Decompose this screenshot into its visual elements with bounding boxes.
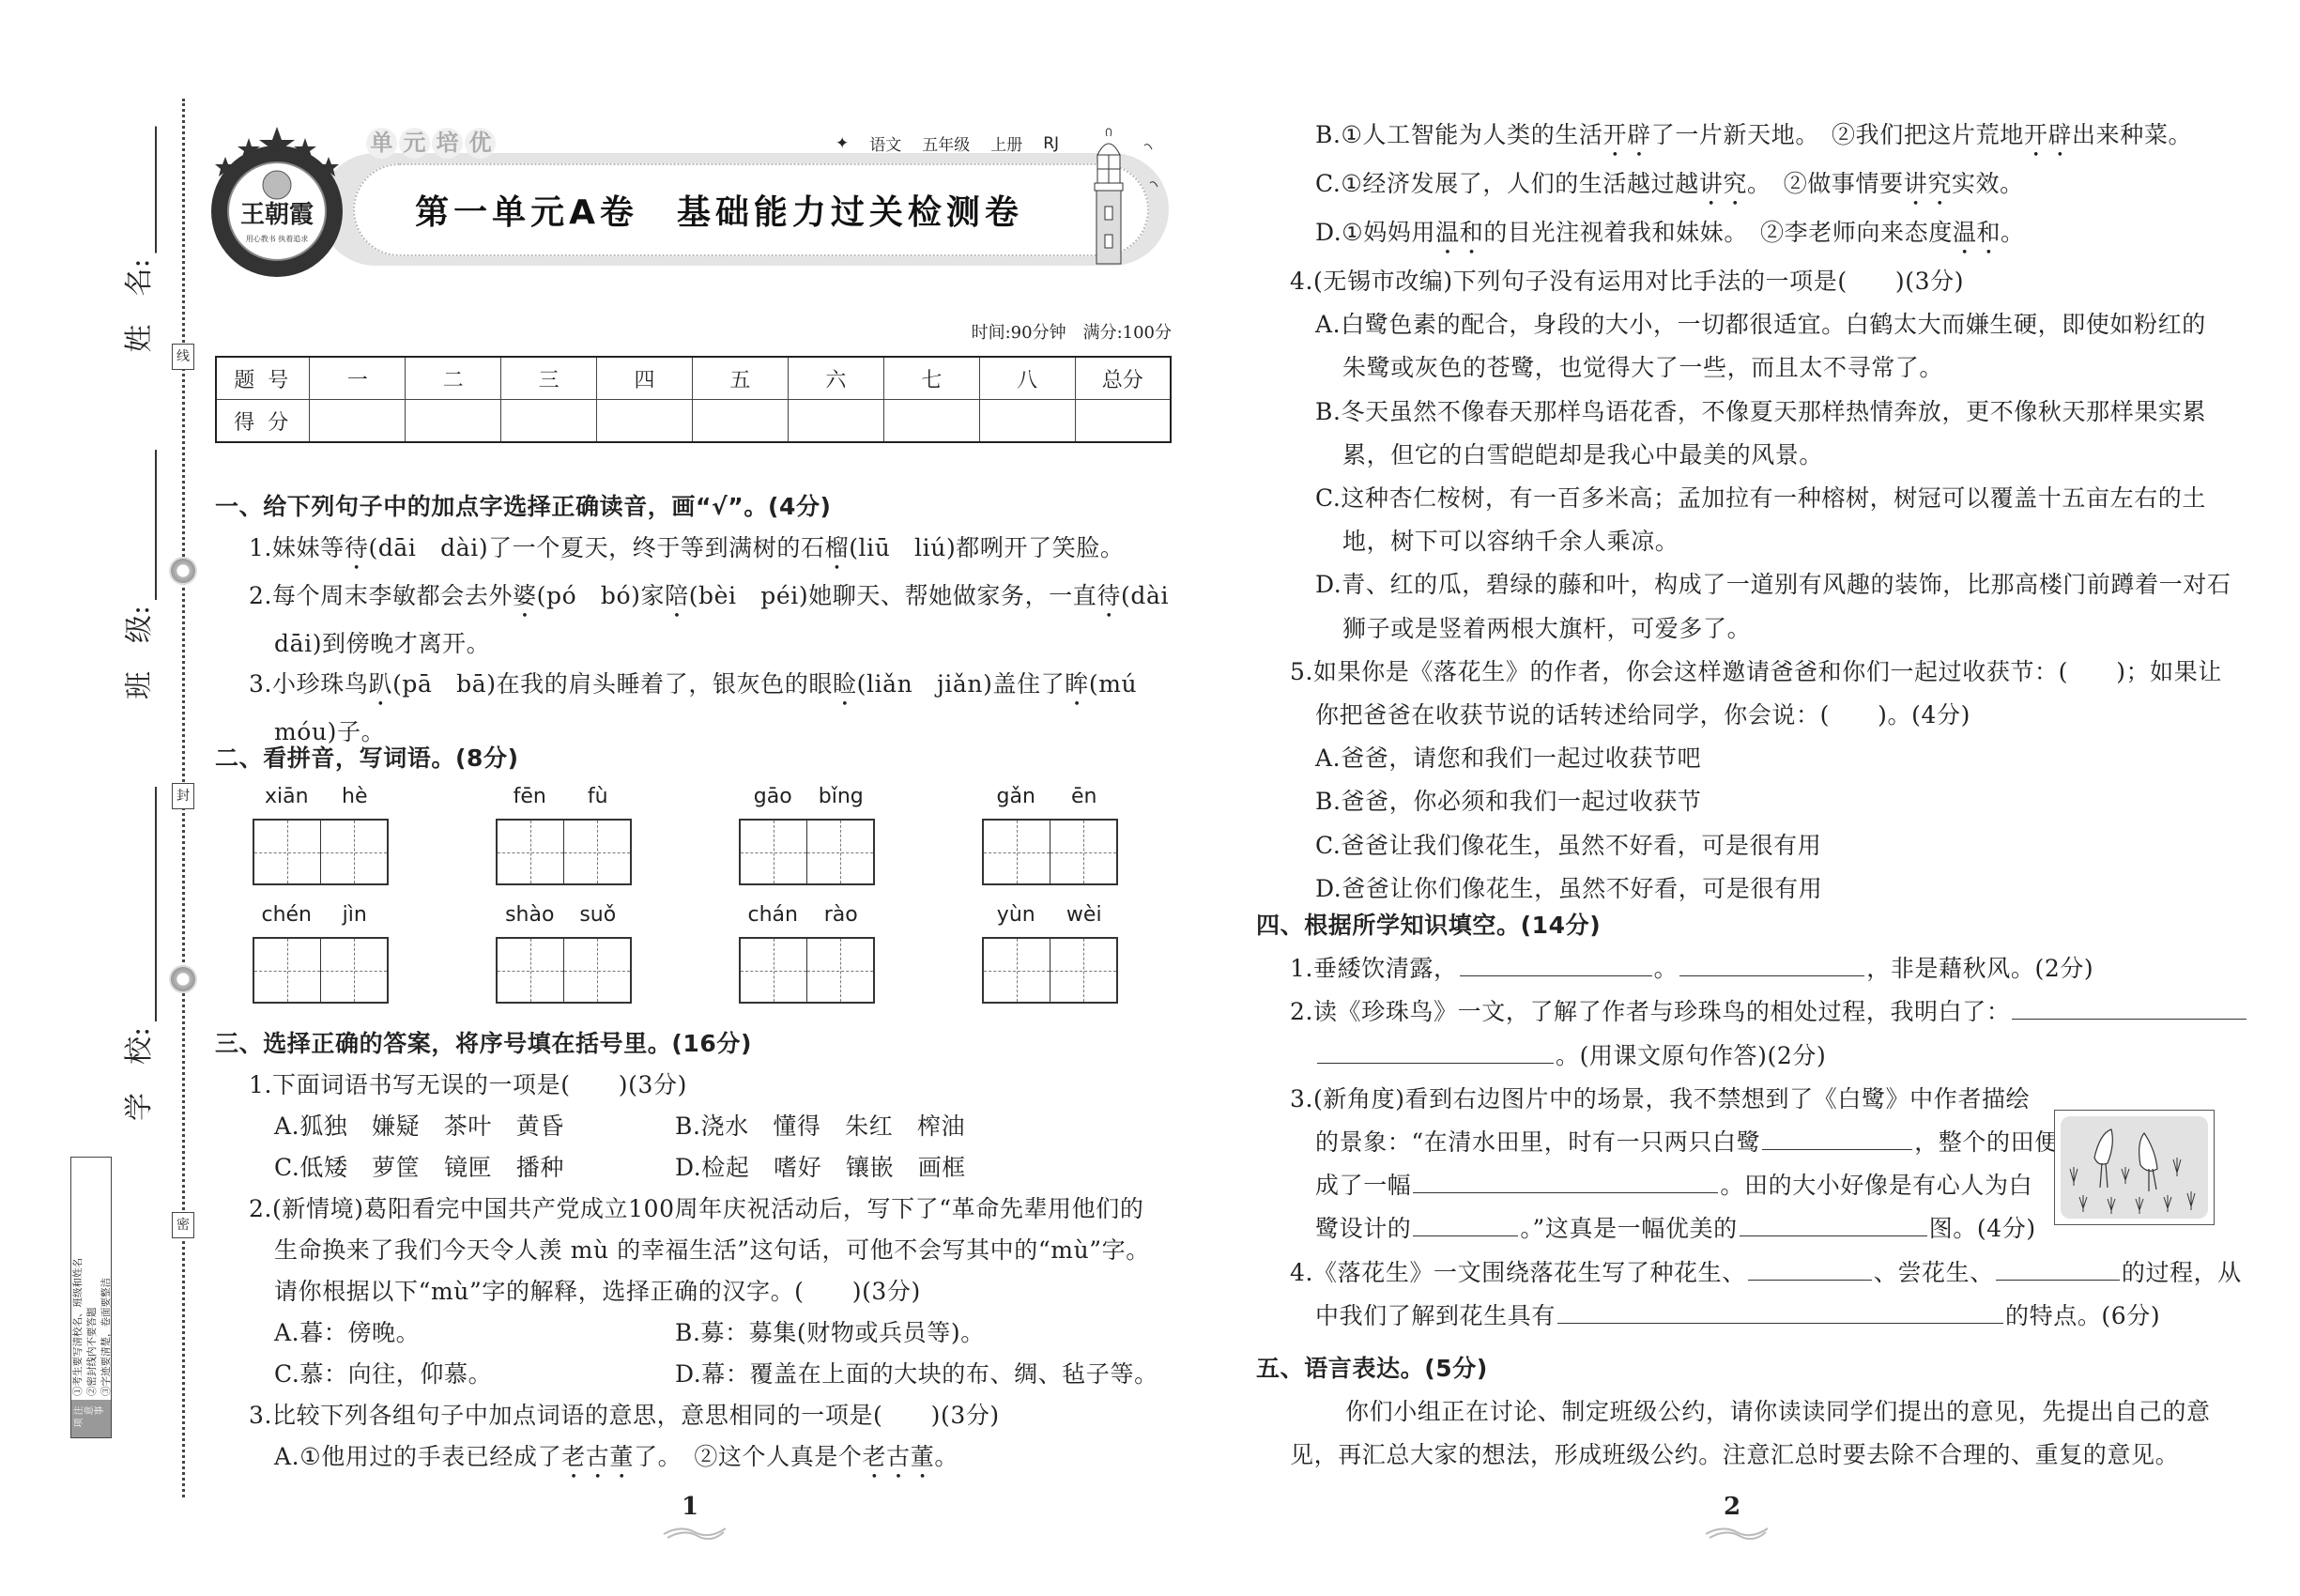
option-line: C.低矮 萝筐 镜匣 播种 [274, 1154, 564, 1181]
pinyin-word-item [982, 775, 1118, 885]
section-3-continued [1256, 114, 2231, 911]
answer-option[interactable] [215, 1106, 616, 1147]
option-line: A.白鹭色素的配合，身段的大小，一切都很适宜。白鹤太大而嫌生硬，即使如粉红的 [1315, 311, 2206, 339]
section-2-heading: 二、看拼音，写词语。(8分) [215, 744, 519, 772]
fill-question-2 [1256, 990, 2223, 1034]
score-cell[interactable] [788, 400, 883, 443]
writing-cell[interactable] [321, 939, 387, 1002]
pinyin-word-item [739, 775, 875, 885]
writing-cell[interactable] [498, 939, 564, 1002]
score-table-header-row [216, 357, 1171, 400]
emphasis-dotted-text: 榴 [824, 533, 850, 561]
text-segment: (bèi péi)她聊天、帮她做家务，一直 [688, 581, 1097, 609]
text: 。”这真是一幅优美的 [1520, 1215, 1738, 1243]
pinyin-syllable: rào [823, 903, 858, 927]
score-cell[interactable] [501, 400, 597, 443]
text-segment: 2.每个周末李敏都会去外 [249, 581, 514, 609]
full-score: 满分:100分 [1082, 323, 1172, 343]
page-number-1 [662, 1493, 728, 1543]
option-line [1256, 162, 2223, 211]
question [1256, 651, 2223, 911]
score-table-header-cell: 七 [883, 357, 979, 400]
fill-question-1 [1256, 947, 2223, 990]
question-stem [215, 664, 1182, 712]
emphasis-dotted-text: 开辟 [2023, 121, 2073, 148]
question [215, 1395, 1182, 1484]
text-segment: D.①妈妈用 [1315, 219, 1436, 246]
seal-circle-icon [169, 965, 197, 993]
option-line: 累，但它的白雪皑皑却是我心中最美的风景。 [1342, 440, 1824, 468]
series-char: 培 [432, 128, 463, 159]
question-stem: 1.下面词语书写无误的一项是( )(3分) [249, 1071, 687, 1098]
score-table-header-cell: 四 [597, 357, 693, 400]
text: 。 [1653, 955, 1679, 983]
page-number: 1 [681, 1493, 699, 1521]
pinyin-label [982, 775, 1118, 819]
series-char: 元 [399, 128, 430, 159]
pinyin-word-item [253, 775, 389, 885]
notice-item: ②密封线内不要答题 [86, 1307, 98, 1396]
notice-item: ③字迹要清楚，卷面要整洁 [100, 1278, 112, 1396]
pinyin-syllable: gǎn [996, 785, 1035, 808]
score-cell[interactable] [310, 400, 406, 443]
answer-option[interactable] [1256, 211, 2223, 260]
answer-option[interactable] [616, 1312, 1017, 1354]
text: 的特点。(6分) [2005, 1301, 2161, 1329]
question-stem: 4.(无锡市改编)下列句子没有运用对比手法的一项是( )(3分) [1290, 268, 1965, 295]
question-stem-cont: móu)子。 [274, 718, 386, 745]
option-line: B.浇水 懂得 朱红 榨油 [675, 1113, 966, 1140]
subject: 语文 [869, 136, 902, 155]
edition: RJ [1043, 133, 1060, 153]
answer-option[interactable] [1256, 303, 2223, 390]
text-segment: 。 [934, 1443, 958, 1470]
series-char: 优 [465, 128, 496, 159]
score-cell[interactable] [1075, 400, 1171, 443]
text: 4.《落花生》一文围绕落花生写了种花生、 [1290, 1258, 1746, 1286]
answer-blank[interactable] [1557, 1296, 2003, 1324]
emphasis-dotted-text: 老古董 [561, 1443, 635, 1470]
page-title: 第一单元A卷 基础能力过关检测卷 [415, 193, 1023, 232]
text-segment: 1.妹妹等 [249, 533, 345, 561]
text-segment: (liū liú)都咧开了笑脸。 [849, 533, 1125, 561]
name-field[interactable] [115, 126, 157, 352]
school-input-line[interactable] [129, 787, 157, 1021]
exam-time-info [972, 319, 1172, 344]
writing-cell[interactable] [1050, 821, 1116, 883]
character-writing-box[interactable] [253, 937, 389, 1004]
writing-cell[interactable] [321, 821, 387, 883]
answer-option[interactable] [1256, 114, 2223, 162]
answer-blank[interactable] [1748, 1252, 1872, 1281]
writing-cell[interactable] [807, 939, 873, 1002]
section-5-heading: 五、语言表达。(5分) [1256, 1355, 1488, 1382]
emphasis-dotted-text: 温和 [1435, 219, 1484, 246]
text: 鹭设计的 [1315, 1215, 1412, 1243]
seal-mark-xian: 线 [172, 344, 194, 370]
text-segment: 实效。 [1951, 170, 2024, 197]
class-label: 班 级: [123, 605, 156, 700]
paragraph-line: 见，再汇总大家的想法，形成班级公约。注意汇总时要去除不合理的、重复的意见。 [1290, 1441, 2180, 1469]
writing-cell[interactable] [564, 939, 630, 1002]
option-line: C.爸爸让我们像花生，虽然不好看，可是很有用 [1315, 831, 1822, 859]
pinyin-label [739, 893, 875, 937]
question [1256, 260, 2231, 651]
grade: 五年级 [922, 136, 971, 155]
score-cell[interactable] [692, 400, 788, 443]
option-line: 朱鹭或灰色的苍鹭，也觉得大了一些，而且太不寻常了。 [1342, 354, 1944, 382]
option-row [215, 1106, 1182, 1147]
question [215, 1189, 1182, 1395]
pinyin-word-item [496, 893, 632, 1004]
text: 中我们了解到花生具有 [1315, 1301, 1556, 1329]
section-3 [215, 1023, 1182, 1484]
svg-text:用心教书 执着追求: 用心教书 执着追求 [245, 235, 309, 243]
school-field[interactable] [115, 787, 157, 1121]
option-line: C.慕：向往，仰慕。 [274, 1360, 493, 1388]
pinyin-word-item [739, 893, 875, 1004]
fill-question-2-cont [1256, 1035, 2223, 1078]
pinyin-label [253, 775, 389, 819]
class-input-line[interactable] [129, 450, 157, 600]
answer-blank[interactable] [1679, 948, 1864, 976]
question-stem-cont: dāi)到傍晚才离开。 [274, 629, 491, 657]
score-table-score-row [216, 400, 1171, 443]
character-writing-box[interactable] [496, 819, 632, 885]
score-table-header-cell: 总分 [1075, 357, 1171, 400]
section-4-heading: 四、根据所学知识填空。(14分) [1256, 912, 1602, 939]
option-line: C.这种杏仁桉树，有一百多米高；孟加拉有一种榕树，树冠可以覆盖十五亩左右的土 [1315, 484, 2206, 513]
text-segment: (pā bā)在我的肩头睡着了，银灰色的眼 [392, 670, 833, 698]
writing-cell[interactable] [564, 821, 630, 883]
question-stem: 2.(新情境)葛阳看完中国共产党成立100周年庆祝活动后，写下了“革命先辈用他们的 [249, 1195, 1144, 1222]
writing-cell[interactable] [741, 821, 807, 883]
emphasis-dotted-text: 讲究 [1903, 170, 1952, 197]
wave-decoration-icon [662, 1521, 728, 1540]
emphasis-dotted-text: 婆 [513, 581, 537, 609]
sparkle-icon: ✦ [836, 133, 850, 153]
pinyin-word-item [982, 893, 1118, 1004]
emphasis-dotted-text: 待 [344, 533, 369, 561]
score-table-header-cell: 一 [310, 357, 406, 400]
egret-picture [2054, 1110, 2215, 1225]
answer-option[interactable] [616, 1106, 1017, 1147]
emphasis-dotted-text: 老古董 [862, 1443, 935, 1470]
score-row-label: 得分 [216, 400, 310, 443]
pinyin-syllable: fù [587, 785, 608, 808]
text-segment: (dāi dài)了一个夏天，终于等到满树的石 [368, 533, 825, 561]
name-input-line[interactable] [129, 126, 157, 253]
fill-question-4 [1256, 1251, 2242, 1295]
series-char: 单 [366, 128, 397, 159]
pinyin-syllable: yùn [996, 903, 1035, 927]
writing-cell[interactable] [741, 939, 807, 1002]
text: 。田的大小好像是有心人为白 [1720, 1172, 2033, 1200]
writing-cell[interactable] [984, 939, 1050, 1002]
score-table-header-cell: 题号 [216, 357, 310, 400]
text: 。(用课文原句作答)(2分) [1556, 1041, 1827, 1069]
option-line [215, 1436, 1182, 1484]
score-table-header-cell: 八 [979, 357, 1075, 400]
question [1256, 114, 2223, 260]
section-heading: 三、选择正确的答案，将序号填在括号里。(16分) [215, 1030, 753, 1057]
text: 2.读《珍珠鸟》一文，了解了作者与珍珠鸟的相处过程，我明白了： [1290, 998, 2011, 1026]
option-line: B.募：募集(财物或兵员等)。 [675, 1319, 985, 1346]
question [215, 1065, 1182, 1189]
score-cell[interactable] [883, 400, 979, 443]
pinyin-label [496, 893, 632, 937]
emphasis-dotted-text: 待 [1096, 581, 1122, 609]
pinyin-label [253, 893, 389, 937]
pinyin-syllable: bǐng [818, 785, 864, 808]
text-segment: (mú [1088, 670, 1138, 698]
notice-title: 注意事项 [71, 1400, 111, 1437]
writing-cell[interactable] [984, 821, 1050, 883]
section-heading: 一、给下列句子中的加点字选择正确读音，画“√”。(4分) [215, 493, 832, 520]
character-writing-box[interactable] [253, 819, 389, 885]
answer-option[interactable] [1256, 477, 2223, 563]
score-cell[interactable] [597, 400, 693, 443]
series-label [366, 128, 496, 159]
answer-blank[interactable] [1413, 1165, 1718, 1193]
answer-blank[interactable] [1413, 1208, 1518, 1236]
answer-option[interactable] [616, 1147, 1017, 1189]
pinyin-writing-grid [253, 775, 1118, 1004]
answer-option[interactable] [215, 1436, 1182, 1484]
emphasis-dotted-text: 温和 [1952, 219, 2001, 246]
emphasis-dotted-text: 陪 [665, 581, 689, 609]
answer-blank[interactable] [1460, 948, 1652, 976]
text-segment: 出来种菜。 [2072, 121, 2193, 148]
text-segment: (pó bó)家 [536, 581, 666, 609]
subject-info [836, 131, 1059, 155]
question-stem-cont: 生命换来了我们今天令人羡 mù 的幸福生活”这句话，可他不会写其中的“mù”字。 [274, 1236, 1150, 1264]
pinyin-label [982, 893, 1118, 937]
option-row [215, 1354, 1182, 1395]
answer-option[interactable] [1256, 162, 2223, 211]
option-line [1256, 114, 2223, 162]
writing-cell[interactable] [254, 939, 321, 1002]
pinyin-syllable: gāo [753, 785, 792, 808]
name-label: 姓 名: [123, 258, 156, 353]
pinyin-syllable: fēn [513, 785, 546, 808]
text-segment: 的目光注视着我和妹妹。 ②李老师向来态度 [1483, 219, 1953, 246]
question-stem [215, 575, 1182, 623]
option-line: D.检起 嗜好 镶嵌 画框 [675, 1154, 966, 1181]
answer-option[interactable] [1256, 391, 2223, 477]
writing-cell[interactable] [498, 821, 564, 883]
pinyin-word-item [496, 775, 632, 885]
section-1 [215, 486, 1182, 753]
pinyin-syllable: chén [261, 903, 313, 927]
text-segment: 。 ②做事情要 [1747, 170, 1904, 197]
text-segment: C.①经济发展了，人们的生活越过越 [1315, 170, 1699, 197]
option-row [215, 1312, 1182, 1354]
answer-option[interactable] [1256, 563, 2231, 650]
text: 、尝花生、 [1873, 1258, 1994, 1286]
emphasis-dotted-text: 睑 [833, 670, 857, 698]
text-segment: (dài [1121, 581, 1170, 609]
text: 图。(4分) [1928, 1215, 2036, 1243]
answer-option[interactable] [1256, 780, 2223, 823]
pinyin-syllable: shào [505, 903, 555, 927]
pinyin-syllable: jìn [342, 903, 367, 927]
score-table-header-cell: 五 [692, 357, 788, 400]
answer-option[interactable] [215, 1147, 616, 1189]
text: ，非是藉秋风。(2分) [1866, 955, 2094, 983]
text-segment: 了。 ②这个人真是个 [634, 1443, 863, 1470]
fill-question-4-cont [1256, 1295, 2223, 1338]
answer-blank[interactable] [1317, 1036, 1554, 1064]
answer-option[interactable] [215, 1354, 616, 1395]
text: 1.垂緌饮清露， [1290, 955, 1458, 983]
pinyin-label [739, 775, 875, 819]
svg-text:王朝霞: 王朝霞 [239, 201, 314, 229]
emphasis-dotted-text: 眸 [1065, 670, 1089, 698]
text: ，整个的田便 [1914, 1128, 2059, 1157]
question [215, 575, 1182, 665]
exam-duration: 时间:90分钟 [971, 323, 1066, 343]
option-line: A.狐独 嫌疑 茶叶 黄昏 [274, 1113, 564, 1140]
question-stem: 5.如果你是《落花生》的作者，你会这样邀请爸爸和你们一起过收获节：( )；如果让 [1290, 657, 2222, 685]
wave-decoration-icon [1704, 1521, 1770, 1540]
emphasis-dotted-text: 趴 [368, 670, 393, 698]
text-segment: A.①他用过的手表已经成了 [274, 1443, 562, 1470]
text-segment: 了一片新天地。 ②我们把这片荒地 [1650, 121, 2024, 148]
emphasis-dotted-text: 讲究 [1698, 170, 1748, 197]
emphasis-dotted-text: 开辟 [1602, 121, 1651, 148]
character-writing-box[interactable] [982, 819, 1118, 885]
volume: 上册 [990, 136, 1023, 155]
character-writing-box[interactable] [982, 937, 1118, 1004]
text-segment: B.①人工智能为人类的生活 [1315, 121, 1603, 148]
question [215, 528, 1182, 575]
answer-blank[interactable] [1740, 1208, 1927, 1236]
page-number: 2 [1723, 1493, 1741, 1521]
pinyin-syllable: hè [342, 785, 368, 808]
section-5 [1256, 1347, 2223, 1478]
paragraph-line: 你们小组正在讨论、制定班级公约，请你读读同学们提出的意见，先提出自己的意 [1345, 1398, 2211, 1426]
option-row [215, 1147, 1182, 1189]
option-line: D.幕：覆盖在上面的大块的布、绸、毡子等。 [675, 1360, 1158, 1388]
score-table [215, 356, 1172, 443]
score-table-header-cell: 六 [788, 357, 883, 400]
question-stem-cont: 你把爸爸在收获节说的话转述给同学，你会说：( )。(4分) [1315, 701, 1970, 729]
fill-question-3: 3.(新角度)看到右边图片中的场景，我不禁想到了《白鹭》中作者描绘 [1290, 1084, 2031, 1113]
text: 的景象：“在清水田里，时有一只两只白鹭 [1315, 1128, 1761, 1157]
text-segment: 。 [2001, 219, 2025, 246]
class-field[interactable] [115, 450, 157, 699]
option-line: B.爸爸，你必须和我们一起过收获节 [1315, 788, 1702, 816]
answer-option[interactable] [616, 1354, 1158, 1395]
text: 成了一幅 [1315, 1172, 1412, 1200]
page-number-2 [1704, 1493, 1770, 1543]
writing-cell[interactable] [807, 821, 873, 883]
option-line: D.青、红的瓜，碧绿的藤和叶，构成了一道别有风趣的装饰，比那高楼门前蹲着一对石 [1315, 571, 2231, 599]
writing-cell[interactable] [254, 821, 321, 883]
pinyin-syllable: ēn [1071, 785, 1097, 808]
pinyin-word-item [253, 893, 389, 1004]
text: 的过程，从 [2121, 1258, 2242, 1286]
text-segment: (liǎn jiǎn)盖住了 [856, 670, 1066, 698]
option-line: 狮子或是竖着两根大旗杆，可爱多了。 [1342, 614, 1752, 642]
score-table-header-cell: 二 [406, 357, 501, 400]
score-cell[interactable] [406, 400, 501, 443]
answer-option[interactable] [1256, 824, 2223, 867]
option-line: D.爸爸让你们像花生，虽然不好看，可是很有用 [1315, 874, 1823, 902]
notice-box [70, 1157, 112, 1438]
seal-mark-mi: 密 [172, 1212, 194, 1238]
pinyin-syllable: chán [747, 903, 798, 927]
option-line: 地，树下可以容纳千余人乘凉。 [1342, 528, 1679, 556]
option-line [1256, 211, 2223, 260]
option-line: A.暮：傍晚。 [274, 1319, 421, 1346]
option-line: B.冬天虽然不像春天那样鸟语花香，不像夏天那样热情奔放，更不像秋天那样果实累 [1315, 397, 2207, 425]
writing-cell[interactable] [1050, 939, 1116, 1002]
lighthouse-icon [1084, 127, 1169, 268]
question-stem [215, 528, 1182, 575]
answer-blank[interactable] [1762, 1122, 1912, 1150]
character-writing-box[interactable] [496, 937, 632, 1004]
brand-logo [197, 117, 357, 282]
pinyin-label [496, 775, 632, 819]
score-cell[interactable] [979, 400, 1075, 443]
pinyin-syllable: xiān [264, 785, 309, 808]
answer-option[interactable] [215, 1312, 616, 1354]
question-stem-cont: 请你根据以下“mù”字的解释，选择正确的汉字。( )(3分) [274, 1278, 921, 1305]
character-writing-box[interactable] [739, 937, 875, 1004]
answer-blank[interactable] [1996, 1252, 2120, 1281]
score-table-header-cell: 三 [501, 357, 597, 400]
pinyin-syllable: wèi [1066, 903, 1102, 927]
text-segment: 3.小珍珠鸟 [249, 670, 369, 698]
seal-circle-icon [169, 557, 197, 585]
school-label: 学 校: [123, 1026, 156, 1122]
pinyin-syllable: suǒ [579, 903, 617, 927]
character-writing-box[interactable] [739, 819, 875, 885]
answer-blank[interactable] [2012, 991, 2246, 1020]
answer-option[interactable] [1256, 737, 2223, 780]
question-stem: 3.比较下列各组句子中加点词语的意思，意思相同的一项是( )(3分) [249, 1402, 1000, 1429]
option-line: A.爸爸，请您和我们一起过收获节吧 [1315, 744, 1702, 773]
seal-mark-feng: 封 [172, 783, 194, 809]
notice-item: ①考生要写清校名、班级和姓名 [72, 1258, 84, 1396]
